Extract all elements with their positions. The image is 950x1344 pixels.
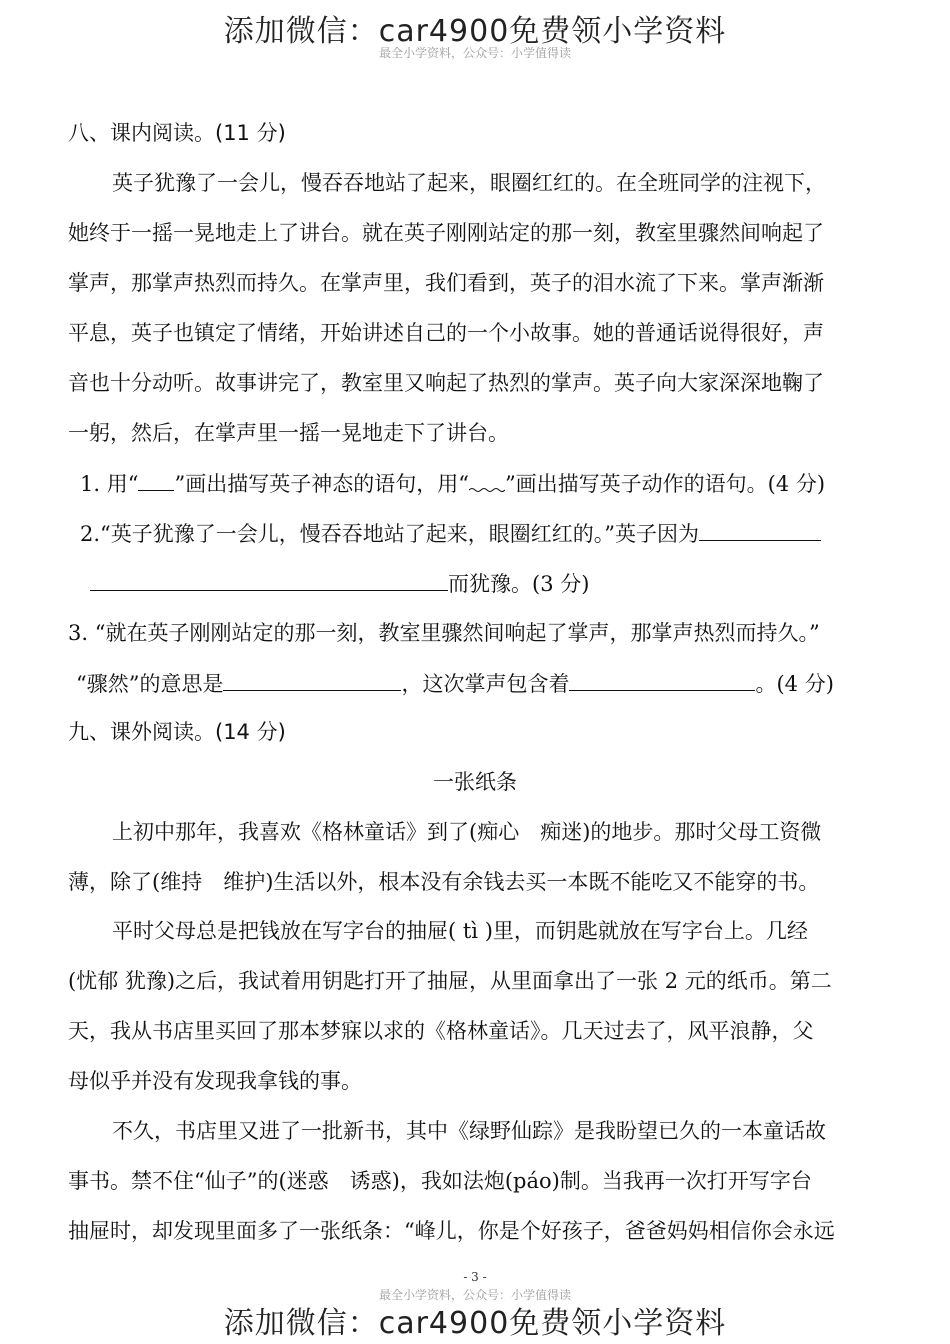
s9-passage-line-4: (忧郁 犹豫)之后，我试着用钥匙打开了抽屉，从里面拿出了一张 2 元的纸币。第二 (68, 969, 832, 993)
s9-passage-line-5: 天，我从书店里买回了那本梦寐以求的《格林童话》。几天过去了，风平浪静，父 (68, 1019, 814, 1043)
s9-passage-line-7: 不久，书店里又进了一批新书，其中《绿野仙踪》是我盼望已久的一本童话故 (112, 1119, 826, 1143)
question-3-cont (76, 668, 834, 699)
bottom-watermark-banner: 添加微信：car4900免费领小学资料 (223, 1306, 727, 1341)
s8-passage-line-2: 她终于一摇一晃地走上了讲台。就在英子刚刚站定的那一刻，教室里骤然间响起了 (68, 221, 824, 245)
q1-text-a: 1. 用“ (80, 472, 139, 496)
section8-title: 八、课内阅读。(11 分) (68, 121, 286, 145)
q3-text-c: ，这次掌声包含着 (401, 672, 570, 696)
s8-passage-line-4: 平息，英子也镇定了情绪，开始讲述自己的一个小故事。她的普通话说得很好，声 (68, 321, 824, 345)
s9-passage-line-6: 母似乎并没有发现我拿钱的事。 (68, 1069, 362, 1093)
s9-passage-line-2: 薄，除了(维持 维护)生活以外，根本没有余钱去买一本既不能吃又不能穿的书。 (68, 870, 820, 894)
q2-answer-blank-2[interactable] (90, 568, 448, 591)
s9-passage-line-8: 事书。禁不住“仙子”的(迷惑 诱惑)，我如法炮(páo)制。当我再一次打开写字台 (68, 1169, 812, 1193)
q3-answer-blank-meaning[interactable] (223, 668, 401, 691)
top-watermark-banner: 添加微信：car4900免费领小学资料 (223, 14, 727, 49)
question-1 (80, 468, 825, 499)
straight-underline-sample (138, 468, 174, 491)
q3-text-d: 。(4 分) (755, 672, 834, 696)
q1-text-c: ”画出描写英子动作的语句。(4 分) (504, 472, 826, 496)
top-faint-note: 最全小学资料，公众号：小学值得读 (378, 46, 571, 60)
s8-passage-line-6: 一躬，然后，在掌声里一摇一晃地走下了讲台。 (68, 421, 509, 445)
s8-passage-line-1: 英子犹豫了一会儿，慢吞吞地站了起来，眼圈红红的。在全班同学的注视下， (112, 171, 826, 195)
question-3: 3. “就在英子刚刚站定的那一刻，教室里骤然间响起了掌声，那掌声热烈而持久。” (68, 621, 820, 645)
q3-text-b: “骤然”的意思是 (76, 672, 224, 696)
q2-answer-blank-1[interactable] (699, 518, 821, 541)
bottom-faint-note: 最全小学资料，公众号：小学值得读 (378, 1288, 571, 1302)
s8-passage-line-3: 掌声，那掌声热烈而持久。在掌声里，我们看到，英子的泪水流了下来。掌声渐渐 (68, 271, 824, 295)
s9-passage-line-9: 抽屉时，却发现里面多了一张纸条：“峰儿，你是个好孩子，爸爸妈妈相信你会永远 (68, 1219, 835, 1243)
question-2 (80, 518, 821, 549)
wavy-underline-sample (469, 469, 505, 491)
question-2-cont (90, 568, 589, 599)
s9-passage-line-3: 平时父母总是把钱放在写字台的抽屉( tì )里，而钥匙就放在写字台上。几经 (112, 919, 808, 943)
q2-text-b: 而犹豫。(3 分) (448, 572, 590, 596)
s8-passage-line-5: 音也十分动听。故事讲完了，教室里又响起了热烈的掌声。英子向大家深深地鞠了 (68, 371, 824, 395)
page-number: - 3 - (463, 1270, 487, 1284)
s9-passage-line-1: 上初中那年，我喜欢《格林童话》到了(痴心 痴迷)的地步。那时父母工资微 (112, 820, 822, 844)
section9-title: 九、课外阅读。(14 分) (68, 720, 286, 744)
story-title: 一张纸条 (433, 770, 517, 794)
q3-answer-blank-applause[interactable] (569, 668, 755, 691)
q1-text-b: ”画出描写英子神态的语句，用“ (174, 472, 469, 496)
q2-text-a: 2.“英子犹豫了一会儿，慢吞吞地站了起来，眼圈红红的。”英子因为 (80, 522, 700, 546)
